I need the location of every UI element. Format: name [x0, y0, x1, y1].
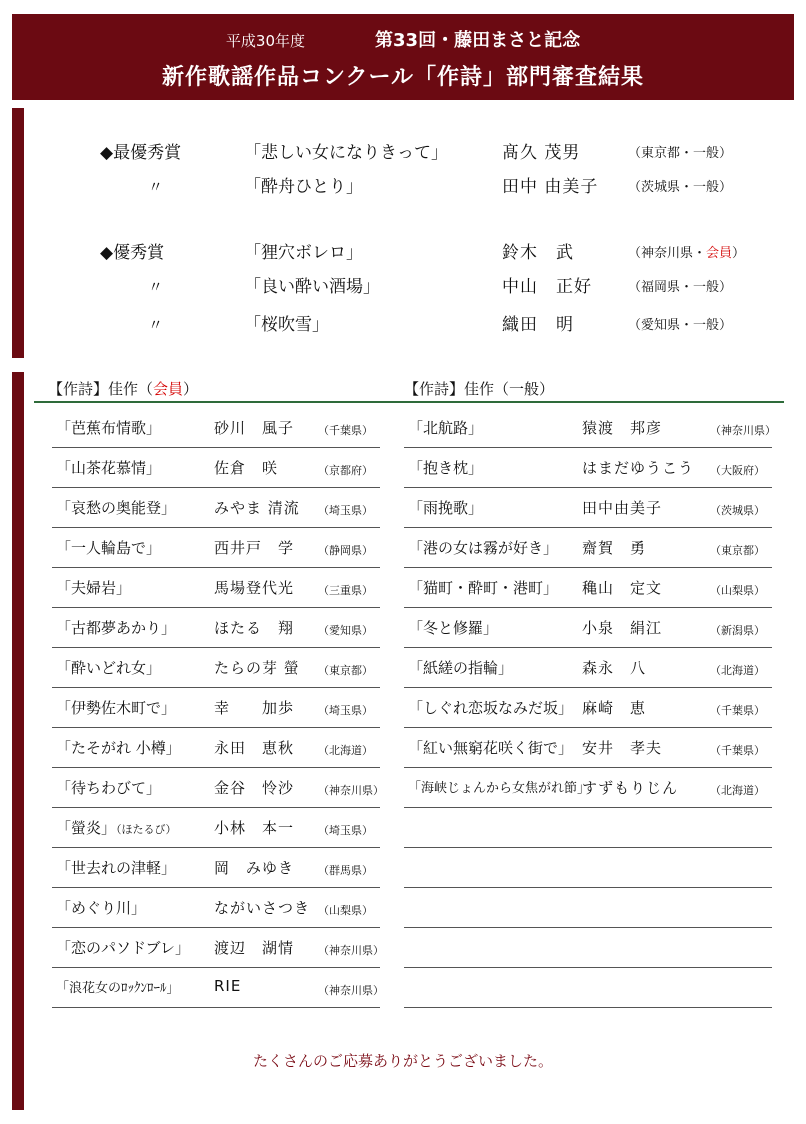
entry-author: 岡 みゆき: [214, 859, 295, 877]
entry-origin: （千葉県）: [710, 744, 765, 757]
entry-origin: （京都府）: [318, 464, 373, 477]
entry-title-wrap: [56, 857, 176, 878]
entry-origin: （愛知県）: [318, 624, 373, 637]
entry-title-wrap: [56, 577, 131, 598]
entry-title-wrap: [56, 817, 177, 838]
entry-title: 「恋のパソドブレ」: [56, 939, 190, 957]
entry-title-wrap: [56, 777, 161, 798]
list-item: [52, 488, 380, 528]
list-item: [52, 888, 380, 928]
list-item: [52, 968, 384, 1008]
entry-author: ながいさつき: [214, 899, 311, 917]
entry-author: 渡辺 湖情: [214, 939, 295, 957]
award-origin: [628, 176, 732, 195]
members-list: [52, 408, 384, 1008]
list-item: [404, 448, 772, 488]
origin-prefecture: （東京都・: [628, 146, 694, 161]
left-accent-bar-bottom: [12, 372, 24, 1110]
entry-title: 「冬と修羅」: [408, 619, 499, 637]
award-name: 〃: [148, 316, 164, 334]
entry-title-wrap: [56, 457, 161, 478]
entry-author: たらの芽 螢: [214, 659, 300, 677]
entry-origin: （静岡県）: [318, 544, 373, 557]
list-item: [52, 448, 380, 488]
entry-origin: （大阪府）: [710, 464, 765, 477]
entry-title: 「哀愁の奥能登」: [56, 499, 177, 517]
award-row: [0, 138, 806, 168]
list-item: [404, 568, 772, 608]
empty-row: [404, 808, 772, 848]
origin-close: ）: [719, 280, 733, 295]
entry-title: 「紙縒の指輪」: [408, 659, 514, 677]
members-section-label: [48, 378, 198, 399]
entry-author: ほたる 翔: [214, 619, 295, 637]
members-label-post: ）: [183, 380, 199, 398]
entry-title-wrap: [408, 617, 498, 638]
list-item: [52, 528, 380, 568]
entry-origin: （埼玉県）: [318, 704, 373, 717]
header-banner: [12, 14, 794, 100]
entry-title: 「伊勢佐木町で」: [56, 699, 177, 717]
award-name: ◆最優秀賞: [100, 143, 182, 163]
list-item: [52, 608, 380, 648]
entry-origin: （神奈川県）: [318, 944, 384, 957]
empty-row: [404, 968, 772, 1008]
entry-title-wrap: [56, 417, 161, 438]
entry-author: 金谷 怜沙: [214, 779, 295, 797]
empty-row: [404, 928, 772, 968]
entry-title-wrap: [56, 737, 181, 758]
origin-prefecture: （茨城県・: [628, 180, 694, 195]
list-item: [404, 608, 772, 648]
entry-title-wrap: [408, 417, 483, 438]
members-label-pre: 【作詩】佳作（: [48, 380, 154, 398]
entry-title-wrap: [56, 977, 180, 996]
entry-author: 馬場登代光: [214, 579, 295, 597]
entry-author: 小泉 絹江: [582, 619, 663, 637]
award-origin: [628, 314, 732, 333]
entry-title: 「めぐり川」: [56, 899, 147, 917]
award-row: [0, 172, 806, 202]
award-author: 鈴木 武: [502, 243, 574, 263]
header-year: 平成30年度: [225, 32, 306, 50]
origin-close: ）: [732, 246, 746, 261]
entry-author: 佐倉 咲: [214, 459, 279, 477]
list-item: [52, 408, 380, 448]
entry-author: 穐山 定文: [582, 579, 663, 597]
list-item: [52, 848, 380, 888]
entry-origin: （東京都）: [318, 664, 373, 677]
award-author: 中山 正好: [502, 277, 592, 297]
award-name: 〃: [148, 278, 164, 296]
list-item: [52, 808, 380, 848]
section-divider: [34, 401, 784, 403]
list-item: [404, 688, 772, 728]
entry-title-wrap: [408, 737, 573, 758]
member-badge: 会員: [706, 246, 733, 261]
entry-origin: （埼玉県）: [318, 824, 373, 837]
award-title: 「酔舟ひとり」: [244, 177, 363, 197]
entry-origin: （神奈川県）: [318, 984, 384, 997]
general-section-label: 【作詩】佳作（一般）: [404, 380, 555, 398]
award-name: ◆優秀賞: [100, 243, 165, 263]
entry-author: 幸 加歩: [214, 699, 295, 717]
entry-reading: （ほたるび）: [116, 823, 177, 836]
entry-author: 砂川 風子: [214, 419, 295, 437]
empty-row: [404, 888, 772, 928]
entry-author: 森永 八: [582, 659, 647, 677]
award-author: 髙久 茂男: [502, 143, 581, 163]
origin-category: 一般: [693, 280, 720, 295]
entry-title-wrap: [56, 617, 176, 638]
origin-category: 一般: [693, 180, 720, 195]
list-item: [404, 408, 776, 448]
award-title: 「良い酔い酒場」: [244, 277, 380, 297]
entry-title-wrap: [56, 657, 161, 678]
entry-title: 「海峡じょんから女焦がれ節」: [408, 781, 591, 796]
entry-author: 齋賀 勇: [582, 539, 647, 557]
list-item: [404, 488, 772, 528]
entry-origin: （三重県）: [318, 584, 373, 597]
entry-title: 「北航路」: [408, 419, 484, 437]
award-origin: [628, 276, 732, 295]
entry-author: 田中由美子: [582, 499, 663, 517]
list-item: [52, 688, 380, 728]
entry-title: 「世去れの津軽」: [56, 859, 177, 877]
entry-author: RIE: [214, 977, 242, 995]
origin-close: ）: [719, 180, 733, 195]
award-author: 織田 明: [502, 315, 574, 335]
entry-title-wrap: [56, 897, 146, 918]
entry-title-wrap: [56, 537, 161, 558]
entry-title-wrap: [56, 497, 176, 518]
entry-origin: （山梨県）: [318, 904, 373, 917]
award-author: 田中 由美子: [502, 177, 599, 197]
entry-title: 「港の女は霧が好き」: [408, 539, 559, 557]
origin-prefecture: （神奈川県・: [628, 246, 707, 261]
entry-origin: （群馬県）: [318, 864, 373, 877]
entry-title: 「待ちわびて」: [56, 779, 162, 797]
general-list: [404, 408, 776, 1008]
award-title: 「悲しい女になりきって」: [244, 143, 448, 163]
entry-title: 「酔いどれ女」: [56, 659, 162, 677]
entry-title-wrap: [408, 777, 590, 796]
entry-author: みやま 清流: [214, 499, 300, 517]
entry-title: 「一人輪島で」: [56, 539, 162, 557]
entry-title: 「猫町・酔町・港町」: [408, 579, 559, 597]
list-item: [404, 728, 772, 768]
entry-origin: （北海道）: [318, 744, 373, 757]
award-name: 〃: [148, 178, 164, 196]
list-item: [404, 648, 772, 688]
origin-close: ）: [719, 318, 733, 333]
entry-title: 「しぐれ恋坂なみだ坂」: [408, 699, 574, 717]
entry-author: 小林 本一: [214, 819, 295, 837]
entry-author: 猿渡 邦彦: [582, 419, 663, 437]
entry-author: 安井 孝夫: [582, 739, 663, 757]
list-item: [404, 528, 772, 568]
entry-author: すずもりじん: [582, 779, 679, 797]
list-item: [52, 728, 380, 768]
entry-origin: （北海道）: [710, 664, 765, 677]
empty-row: [404, 848, 772, 888]
origin-category: 一般: [693, 146, 720, 161]
entry-origin: （千葉県）: [318, 424, 373, 437]
list-item: [52, 648, 380, 688]
award-title: 「狸穴ボレロ」: [244, 243, 363, 263]
award-row: [0, 238, 806, 268]
entry-origin: （北海道）: [710, 784, 765, 797]
entry-title-wrap: [56, 697, 176, 718]
entry-origin: （茨城県）: [710, 504, 765, 517]
entry-title: 「螢炎」: [56, 819, 117, 837]
entry-origin: （神奈川県）: [318, 784, 384, 797]
entry-title: 「紅い無窮花咲く街で」: [408, 739, 574, 757]
entry-origin: （埼玉県）: [318, 504, 373, 517]
entry-title: 「古都夢あかり」: [56, 619, 177, 637]
entry-title-wrap: [408, 537, 558, 558]
header-line1: [12, 26, 794, 52]
entry-title-wrap: [408, 697, 573, 718]
entry-title: 「抱き枕」: [408, 459, 484, 477]
thanks-message: たくさんのご応募ありがとうございました。: [252, 1052, 553, 1070]
award-row: [0, 272, 806, 302]
entry-origin: （山梨県）: [710, 584, 765, 597]
entry-author: 永田 恵秋: [214, 739, 295, 757]
award-row: [0, 310, 806, 340]
entry-origin: （千葉県）: [710, 704, 765, 717]
list-item: [52, 928, 384, 968]
award-title: 「桜吹雪」: [244, 315, 329, 335]
entry-title: 「芭蕉布情歌」: [56, 419, 162, 437]
entry-title-wrap: [408, 577, 558, 598]
award-origin: [628, 142, 732, 161]
header-event: 第33回・藤田まさと記念: [375, 30, 581, 51]
award-origin: [628, 242, 745, 261]
list-item: [52, 568, 380, 608]
list-item: [404, 768, 772, 808]
entry-title-wrap: [56, 937, 190, 958]
entry-author: 麻崎 恵: [582, 699, 647, 717]
entry-title: 「浪花女のﾛｯｸﾝﾛｰﾙ」: [56, 981, 180, 996]
origin-close: ）: [719, 146, 733, 161]
entry-title: 「山茶花慕情」: [56, 459, 162, 477]
entry-title-wrap: [408, 657, 513, 678]
list-item: [52, 768, 384, 808]
entry-origin: （神奈川県）: [710, 424, 776, 437]
entry-author: はまだゆうこう: [582, 459, 695, 477]
entry-title-wrap: [408, 457, 483, 478]
entry-title: 「雨挽歌」: [408, 499, 484, 517]
page-title: 新作歌謡作品コンクール「作詩」部門審査結果: [161, 65, 645, 90]
entry-origin: （新潟県）: [710, 624, 765, 637]
entry-title: 「たそがれ 小樽」: [56, 739, 181, 757]
origin-category: 一般: [693, 318, 720, 333]
origin-prefecture: （福岡県・: [628, 280, 694, 295]
origin-prefecture: （愛知県・: [628, 318, 694, 333]
entry-title: 「夫婦岩」: [56, 579, 132, 597]
entry-author: 西井戸 学: [214, 539, 295, 557]
members-label-member: 会員: [153, 380, 184, 398]
entry-title-wrap: [408, 497, 483, 518]
entry-origin: （東京都）: [710, 544, 765, 557]
